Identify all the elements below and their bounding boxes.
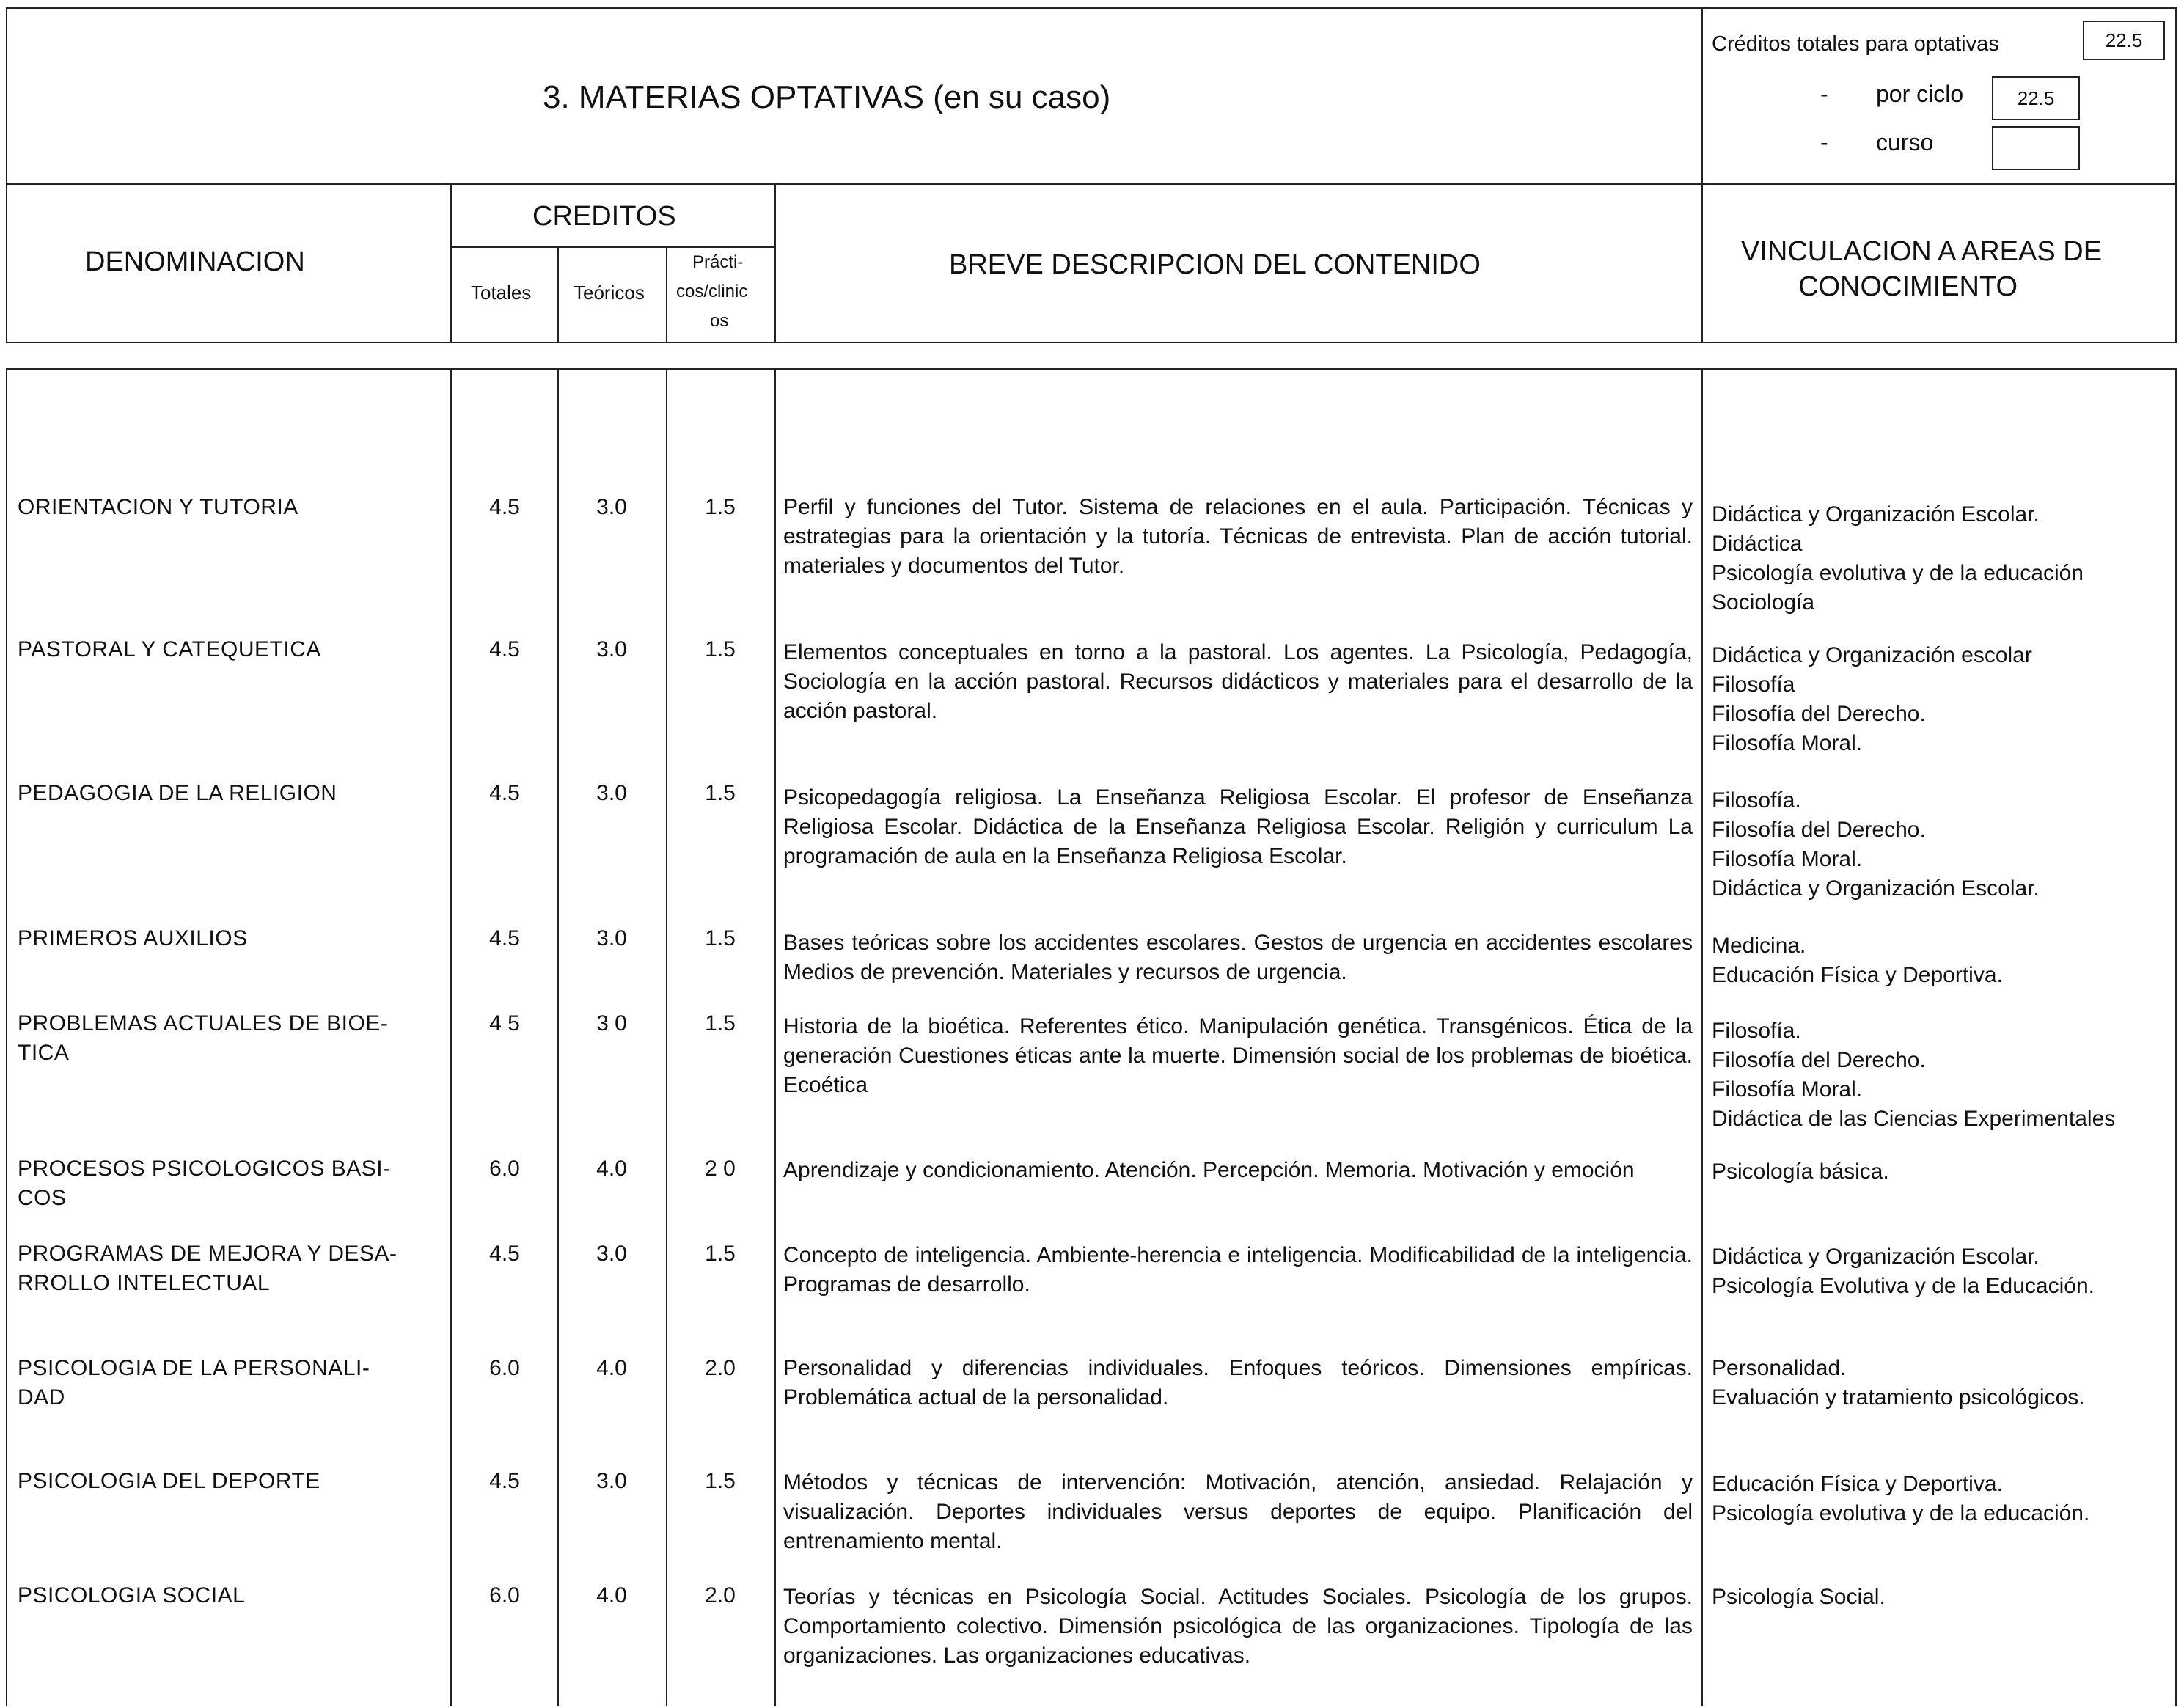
col-line-3 [666,246,667,343]
row-teoricos: 3.0 [596,495,627,519]
body-col-line-1 [450,368,452,1706]
row-teoricos: 3.0 [596,637,627,661]
practicos-header-2: cos/clinic [676,282,748,301]
body-col-line-5 [1701,368,1703,1706]
curso-label: curso [1876,129,1934,155]
row-description: Concepto de inteligencia. Ambiente-herencia e inteligencia. Modificabilidad de la inteligencia. Programas de desarrollo. [783,1243,1693,1297]
practicos-header-3: os [710,311,729,331]
row-practicos: 1.5 [705,1469,736,1493]
row-areas: Psicología básica. [1712,1159,1889,1184]
row-areas: Filosofía. Filosofía del Derecho. Filosofía Moral. Didáctica de las Ciencias Experimentales [1712,1019,2116,1131]
col-line-1 [450,183,452,343]
row-practicos: 1.5 [705,926,736,950]
row-teoricos: 3 0 [596,1011,627,1036]
body-right-border [2175,368,2177,1706]
header-right-divider [1701,7,1703,343]
curso-value [1992,126,2080,170]
row-name: PASTORAL Y CATEQUETICA [18,637,321,661]
row-totales: 4.5 [489,781,520,805]
row-areas: Didáctica y Organización escolar Filosofía Filosofía del Derecho. Filosofía Moral. [1712,643,2032,755]
row-practicos: 1.5 [705,1242,736,1266]
creditos-totales-value: 22.5 [2083,21,2165,60]
row-areas: Filosofía. Filosofía del Derecho. Filosofía Moral. Didáctica y Organización Escolar. [1712,788,2040,901]
por-ciclo-label: por ciclo [1876,81,1964,107]
row-totales: 4 5 [489,1011,520,1036]
row-name: PEDAGOGIA DE LA RELIGION [18,781,337,805]
row-name: PSICOLOGIA DE LA PERSONALI- DAD [18,1356,370,1410]
row-areas: Psicología Social. [1712,1585,1886,1609]
curso-dash: - [1820,129,1828,155]
row-practicos: 2.0 [705,1583,736,1608]
denominacion-header: DENOMINACION [85,246,305,277]
header-divider [6,183,2177,185]
row-description: Personalidad y diferencias individuales. Enfoques teóricos. Dimensiones empíricas. Problemática actual de la personalidad. [783,1356,1693,1410]
row-areas: Didáctica y Organización Escolar. Psicología Evolutiva y de la Educación. [1712,1245,2095,1298]
row-teoricos: 4.0 [596,1157,627,1181]
row-teoricos: 4.0 [596,1356,627,1380]
row-name: PROCESOS PSICOLOGICOS BASI- COS [18,1157,391,1210]
creditos-header: CREDITOS [532,201,676,232]
row-description: Teorías y técnicas en Psicología Social. Actitudes Sociales. Psicología de los grupos. Comportamiento colectivo. Dimensión psicológica de las organizaciones. Tipología de las organizaciones. Las organizaciones educativas. [783,1585,1693,1668]
body-col-line-3 [666,368,667,1706]
row-name: PSICOLOGIA DEL DEPORTE [18,1469,320,1493]
row-totales: 6.0 [489,1356,520,1380]
practicos-header-1: Prácti- [692,252,744,272]
row-practicos: 2.0 [705,1356,736,1380]
row-practicos: 1.5 [705,1011,736,1036]
descripcion-header: BREVE DESCRIPCION DEL CONTENIDO [949,249,1481,280]
row-areas: Educación Física y Deportiva. Psicología evolutiva y de la educación. [1712,1472,2090,1525]
row-areas: Personalidad. Evaluación y tratamiento psicológicos. [1712,1356,2085,1410]
row-name: PROBLEMAS ACTUALES DE BIOE- TICA [18,1011,389,1065]
row-practicos: 1.5 [705,781,736,805]
row-totales: 4.5 [489,495,520,519]
por-ciclo-dash: - [1820,81,1828,107]
row-teoricos: 3.0 [596,1242,627,1266]
row-totales: 4.5 [489,1469,520,1493]
row-practicos: 2 0 [705,1157,736,1181]
row-totales: 4.5 [489,637,520,661]
body-left-border [6,368,7,1706]
row-description: Bases teóricas sobre los accidentes escolares. Gestos de urgencia en accidentes escolares Medios de prevención. Materiales y recursos de urgencia. [783,931,1693,984]
row-teoricos: 3.0 [596,926,627,950]
row-description: Psicopedagogía religiosa. La Enseñanza Religiosa Escolar. El profesor de Enseñanza Religiosa Escolar. Didáctica de la Enseñanza Religiosa Escolar. Religión y curriculum La programación de aula en la Enseñanza Religiosa Escolar. [783,785,1693,868]
creditos-totales-label: Créditos totales para optativas [1712,32,1999,56]
row-practicos: 1.5 [705,495,736,519]
row-teoricos: 4.0 [596,1583,627,1608]
row-practicos: 1.5 [705,637,736,661]
vinculacion-header-1: VINCULACION A AREAS DE [1741,236,2103,267]
row-areas: Medicina. Educación Física y Deportiva. [1712,934,2003,987]
row-name: PSICOLOGIA SOCIAL [18,1583,246,1608]
row-totales: 6.0 [489,1157,520,1181]
body-top-border [6,368,2177,370]
row-description: Historia de la bioética. Referentes ético. Manipulación genética. Transgénicos. Ética de la generación Cuestiones éticas ante la muerte. Dimensión social de los problemas de bioética. Ecoética [783,1014,1693,1097]
row-teoricos: 3.0 [596,781,627,805]
col-line-4 [774,183,776,343]
row-areas: Didáctica y Organización Escolar. Didáctica Psicología evolutiva y de la educación Sociología [1712,502,2084,615]
row-name: PRIMEROS AUXILIOS [18,926,248,950]
row-description: Aprendizaje y condicionamiento. Atención. Percepción. Memoria. Motivación y emoción [783,1158,1635,1182]
creditos-divider [450,246,774,248]
page-title: 3. MATERIAS OPTATIVAS (en su caso) [543,79,1111,115]
vinculacion-header-2: CONOCIMIENTO [1798,271,2018,302]
row-totales: 4.5 [489,1242,520,1266]
totales-header: Totales [471,282,532,304]
row-name: ORIENTACION Y TUTORIA [18,495,298,519]
row-description: Elementos conceptuales en torno a la pastoral. Los agentes. La Psicología, Pedagogía, Sociología en la acción pastoral. Recursos didácticos y materiales para el desarrollo de la acción pastoral. [783,640,1693,723]
col-line-2 [557,246,559,343]
body-col-line-2 [557,368,559,1706]
row-teoricos: 3.0 [596,1469,627,1493]
row-name: PROGRAMAS DE MEJORA Y DESA- RROLLO INTELECTUAL [18,1242,397,1295]
body-col-line-4 [774,368,776,1706]
teoricos-header: Teóricos [574,282,645,304]
row-description: Perfil y funciones del Tutor. Sistema de relaciones en el aula. Participación. Técnicas y estrategias para la orientación y la tutoría. Técnicas de entrevista. Plan de acción tutorial. materiales y documentos del Tutor. [783,495,1693,578]
por-ciclo-value: 22.5 [1992,76,2080,120]
row-description: Métodos y técnicas de intervención: Motivación, atención, ansiedad. Relajación y visualización. Deportes individuales versus deportes de equipo. Planificación del entrenamiento mental. [783,1470,1693,1553]
row-totales: 6.0 [489,1583,520,1608]
row-totales: 4.5 [489,926,520,950]
